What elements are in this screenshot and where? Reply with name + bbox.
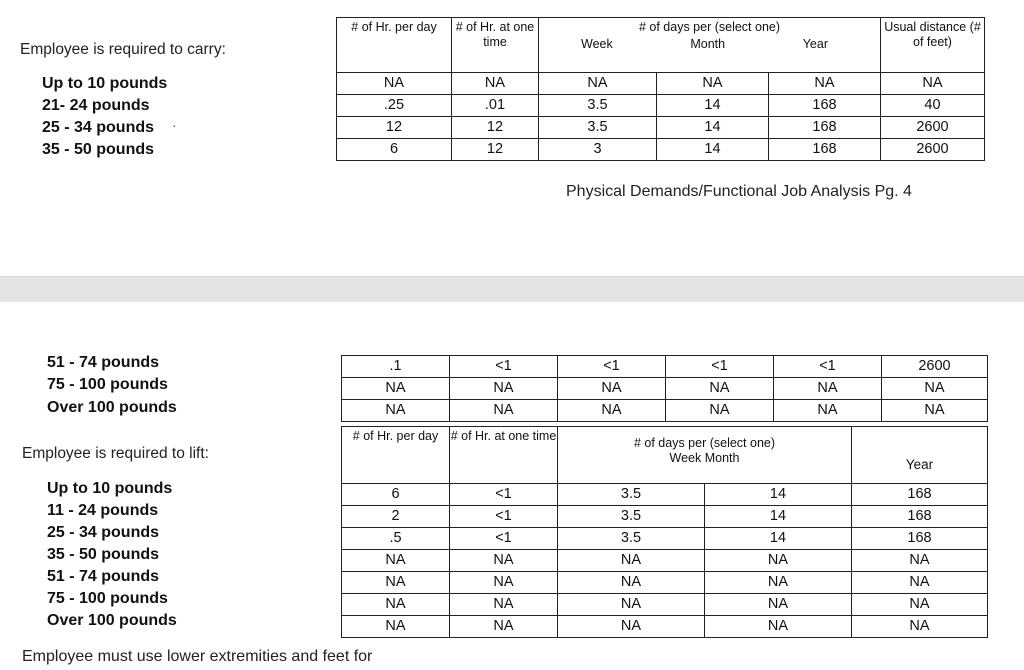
table-cell: 2600 xyxy=(882,356,988,378)
table-cell: NA xyxy=(558,400,666,422)
table-cell: 3.5 xyxy=(539,95,657,117)
table-cell: NA xyxy=(342,594,450,616)
carry-weight-2: 21- 24 pounds xyxy=(42,97,150,114)
table-cell: <1 xyxy=(666,356,774,378)
table-cell: NA xyxy=(666,378,774,400)
table-cell: NA xyxy=(769,73,881,95)
table-cell: NA xyxy=(558,572,705,594)
table-cell: .1 xyxy=(342,356,450,378)
table-cell: 12 xyxy=(337,117,452,139)
table-cell: NA xyxy=(705,594,852,616)
carry-cont-row-3 xyxy=(342,400,988,422)
hdr-month: Month xyxy=(690,37,726,51)
lift-weight-3: 25 - 34 pounds xyxy=(47,524,160,541)
table-cell: 14 xyxy=(705,506,852,528)
carry-label: Employee is required to carry: xyxy=(20,41,226,58)
table-cell: 2 xyxy=(342,506,450,528)
table-cell: 168 xyxy=(852,484,988,506)
table-cell: 168 xyxy=(852,506,988,528)
table-cell: NA xyxy=(852,594,988,616)
table-cell: NA xyxy=(657,73,769,95)
page-top xyxy=(0,0,1024,276)
lift-hdr-hr-at-one-time: # of Hr. at one time xyxy=(450,427,558,484)
lift-row-1 xyxy=(342,484,988,506)
table-cell: NA xyxy=(450,594,558,616)
carry-cont-weight-2: 75 - 100 pounds xyxy=(47,376,168,393)
table-cell: NA xyxy=(705,572,852,594)
table-cell: NA xyxy=(558,378,666,400)
table-cell: 3.5 xyxy=(558,528,705,550)
hdr-days-per xyxy=(539,18,881,73)
table-cell: NA xyxy=(774,400,882,422)
carry-row-1 xyxy=(337,73,985,95)
hdr-period-row xyxy=(539,35,880,52)
lift-label: Employee is required to lift: xyxy=(22,445,209,462)
lift-hdr-hr-per-day: # of Hr. per day xyxy=(342,427,450,484)
table-cell: .25 xyxy=(337,95,452,117)
table-cell: 12 xyxy=(452,117,539,139)
table-cell: NA xyxy=(450,550,558,572)
lift-row-7 xyxy=(342,616,988,638)
carry-header-row xyxy=(337,18,985,73)
table-cell: NA xyxy=(882,378,988,400)
lift-hdr-days-per-title: # of days per (select one) xyxy=(633,436,776,450)
lift-header-row xyxy=(342,427,988,484)
lift-weight-1: Up to 10 pounds xyxy=(47,480,173,497)
table-cell: <1 xyxy=(450,484,558,506)
page-footer: Physical Demands/Functional Job Analysis Pg. 4 xyxy=(566,183,912,200)
lift-hdr-year: Year xyxy=(852,427,988,484)
carry-weight-4: 35 - 50 pounds xyxy=(42,141,155,158)
table-cell: <1 xyxy=(450,528,558,550)
lift-row-4 xyxy=(342,550,988,572)
table-cell: 3 xyxy=(539,139,657,161)
hdr-hr-per-day: # of Hr. per day xyxy=(337,18,452,73)
lift-weight-4: 35 - 50 pounds xyxy=(47,546,160,563)
carry-cont-row-1 xyxy=(342,356,988,378)
lift-row-6 xyxy=(342,594,988,616)
page-gap xyxy=(0,276,1024,304)
carry-cont-weight-1: 51 - 74 pounds xyxy=(47,354,160,371)
hdr-week: Week xyxy=(581,37,613,51)
table-cell: NA xyxy=(881,73,985,95)
table-cell: 14 xyxy=(657,95,769,117)
carry-weight-3: 25 - 34 pounds xyxy=(42,119,155,136)
lift-weight-7: Over 100 pounds xyxy=(47,612,177,629)
table-cell: .5 xyxy=(342,528,450,550)
table-cell: NA xyxy=(852,572,988,594)
table-cell: NA xyxy=(852,550,988,572)
carry-table xyxy=(336,17,985,161)
table-cell: 3.5 xyxy=(558,506,705,528)
table-cell: 6 xyxy=(337,139,452,161)
hdr-distance: Usual distance (# of feet) xyxy=(881,18,985,73)
hdr-year: Year xyxy=(802,37,828,51)
table-cell: NA xyxy=(852,616,988,638)
carry-row-4 xyxy=(337,139,985,161)
table-cell: NA xyxy=(774,378,882,400)
table-cell: NA xyxy=(539,73,657,95)
table-cell: NA xyxy=(342,572,450,594)
carry-row-3 xyxy=(337,117,985,139)
table-cell: NA xyxy=(558,616,705,638)
table-cell: NA xyxy=(342,616,450,638)
table-cell: 168 xyxy=(769,139,881,161)
table-cell: NA xyxy=(558,550,705,572)
table-cell: 3.5 xyxy=(539,117,657,139)
lift-weight-2: 11 - 24 pounds xyxy=(47,502,159,519)
page-bottom xyxy=(0,302,1024,670)
lift-table xyxy=(341,426,988,638)
table-cell: NA xyxy=(337,73,452,95)
table-cell: .01 xyxy=(452,95,539,117)
stray-mark: · xyxy=(172,117,177,133)
table-cell: 168 xyxy=(769,117,881,139)
table-cell: 6 xyxy=(342,484,450,506)
lift-weight-6: 75 - 100 pounds xyxy=(47,590,168,607)
lift-row-3 xyxy=(342,528,988,550)
table-cell: NA xyxy=(342,550,450,572)
table-cell: 14 xyxy=(705,528,852,550)
hdr-days-per-title: # of days per (select one) xyxy=(638,20,781,34)
table-cell: <1 xyxy=(450,356,558,378)
table-cell: NA xyxy=(450,572,558,594)
lift-weight-5: 51 - 74 pounds xyxy=(47,568,160,585)
table-cell: NA xyxy=(558,594,705,616)
lift-row-5 xyxy=(342,572,988,594)
table-cell: NA xyxy=(452,73,539,95)
table-cell: NA xyxy=(450,378,558,400)
table-cell: 14 xyxy=(657,139,769,161)
table-cell: NA xyxy=(705,616,852,638)
lower-extremities-text: Employee must use lower extremities and feet for xyxy=(22,648,373,665)
table-cell: NA xyxy=(705,550,852,572)
carry-row-2 xyxy=(337,95,985,117)
carry-weight-1: Up to 10 pounds xyxy=(42,75,168,92)
carry-cont-table xyxy=(341,355,988,422)
table-cell: <1 xyxy=(558,356,666,378)
lift-row-2 xyxy=(342,506,988,528)
carry-cont-weight-3: Over 100 pounds xyxy=(47,399,177,416)
table-cell: NA xyxy=(450,616,558,638)
table-cell: 14 xyxy=(705,484,852,506)
table-cell: NA xyxy=(450,400,558,422)
table-cell: 14 xyxy=(657,117,769,139)
table-cell: NA xyxy=(666,400,774,422)
hdr-hr-at-one-time: # of Hr. at one time xyxy=(452,18,539,73)
table-cell: 3.5 xyxy=(558,484,705,506)
lift-hdr-days-per xyxy=(558,427,852,484)
table-cell: NA xyxy=(882,400,988,422)
carry-cont-row-2 xyxy=(342,378,988,400)
table-cell: NA xyxy=(342,378,450,400)
table-cell: 168 xyxy=(852,528,988,550)
table-cell: 168 xyxy=(769,95,881,117)
table-cell: 12 xyxy=(452,139,539,161)
lift-hdr-week-month: Week Month xyxy=(669,451,740,465)
table-cell: <1 xyxy=(450,506,558,528)
table-cell: 2600 xyxy=(881,117,985,139)
table-cell: 2600 xyxy=(881,139,985,161)
table-cell: <1 xyxy=(774,356,882,378)
table-cell: 40 xyxy=(881,95,985,117)
table-cell: NA xyxy=(342,400,450,422)
